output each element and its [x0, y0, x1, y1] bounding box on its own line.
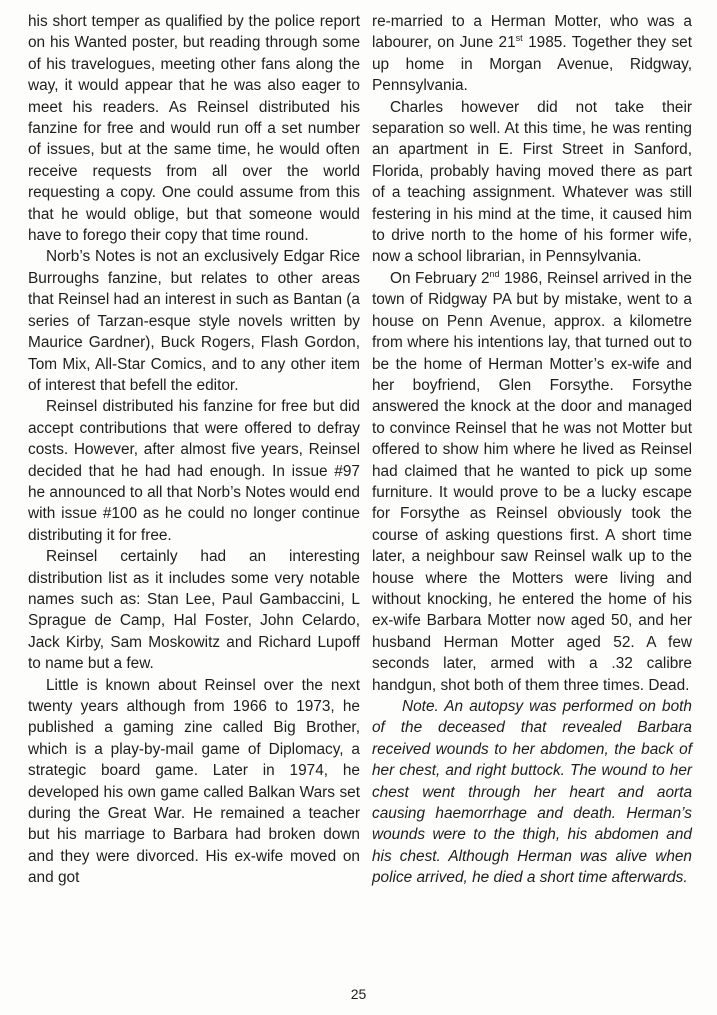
paragraph: Reinsel distributed his fanzine for free but did accept contributions that were offered to defray costs. However, after almost five years, Reinsel decided that he had had enough. In issue #97 he announced to all that Norb’s Notes would end with issue #100 as he could no longer continue distributing it for free. — [28, 398, 360, 544]
paragraph: Reinsel certainly had an interesting distribution list as it includes some very notable names such as: Stan Lee, Paul Gambaccini, L Sprague de Camp, Hal Foster, John Celardo, Jack Kirby, Sam Moskowitz and Richard Lupoff to name but a few. — [28, 548, 360, 673]
paragraph: Little is known about Reinsel over the next twenty years although from 1966 to 1973, he published a gaming zine called Big Brother, which is a play-by-mail game of Diplomacy, a strategic board game. Later in 1974, he developed his own game called Balkan Wars set during the Great War. He remained a teacher but his marriage to Barbara had broken down and they were divorced. His ex-wife moved on and got — [28, 676, 360, 887]
text-run: 1985. Together they set up home in Morgan Avenue, Ridgway, Pennsylvania. — [372, 34, 692, 95]
ordinal-suffix: nd — [489, 268, 500, 279]
text-run: On February 2 — [390, 269, 490, 287]
autopsy-note: Note. An autopsy was performed on both of the deceased that revealed Barbara received wounds to her abdomen, the back of her chest, and right buttock. The wound to her chest went through her heart and aorta causing haemorrhage and death. Herman’s wounds were to the thigh, his abdomen and his chest. Although Herman was alive when police arrived, he died a short time afterwards. — [372, 698, 692, 887]
paragraph — [372, 11, 692, 97]
page-number: 25 — [350, 986, 367, 1002]
right-column — [372, 11, 692, 889]
left-column — [28, 11, 360, 889]
paragraph: Charles however did not take their separation so well. At this time, he was renting an apartment in E. First Street in Sanford, Florida, probably having moved there as part of a teaching assignment. Whatever was still festering in his mind at the time, it caused him to drive north to the home of his former wife, now a school librarian, in Pennsylvania. — [372, 98, 692, 266]
ordinal-suffix: st — [515, 33, 523, 44]
text-run: re-married to a Herman Motter, who was a labourer, on June 21 — [372, 13, 692, 52]
paragraph: his short temper as qualified by the police report on his Wanted poster, but reading through some of his travelogues, meeting other fans along the way, it would appear that he was also eager to meet his readers. As Reinsel distributed his fanzine for free and would run off a set number of issues, but at the same time, he would often receive requests from all over the world requesting a copy. One could assume from this that he would oblige, but that someone would have to forego their copy that time round. — [28, 13, 360, 245]
text-run: 1986, Reinsel arrived in the town of Ridgway PA but by mistake, went to a house on Penn Avenue, approx. a kilometre from where his intentions lay, that turned out to be the home of Herman Motter’s ex-wife and her boyfriend, Glen Forsythe. Forsythe answered the knock at the door and managed to convince Reinsel that he was not Motter but offered to show him where he lived as Reinsel had claimed that he wanted to pick up some furniture. It would prove to be a lucky escape for Forsythe as Reinsel obviously took the course of asking questions first. A short time later, a neighbour saw Reinsel walk up to the house where the Motters were living and without knocking, he entered the home of his ex-wife Barbara Motter now aged 50, and her husband Herman Motter aged 52. A few seconds later, armed with a .32 calibre handgun, shot both of them three times. Dead. — [372, 269, 692, 694]
paragraph: Norb’s Notes is not an exclusively Edgar Rice Burroughs fanzine, but relates to other areas that Reinsel had an interest in such as Bantan (a series of Tarzan-esque style novels written by Maurice Gardner), Buck Rogers, Flash Gordon, Tom Mix, All-Star Comics, and to any other item of interest that befell the editor. — [28, 248, 360, 394]
paragraph — [372, 268, 692, 696]
